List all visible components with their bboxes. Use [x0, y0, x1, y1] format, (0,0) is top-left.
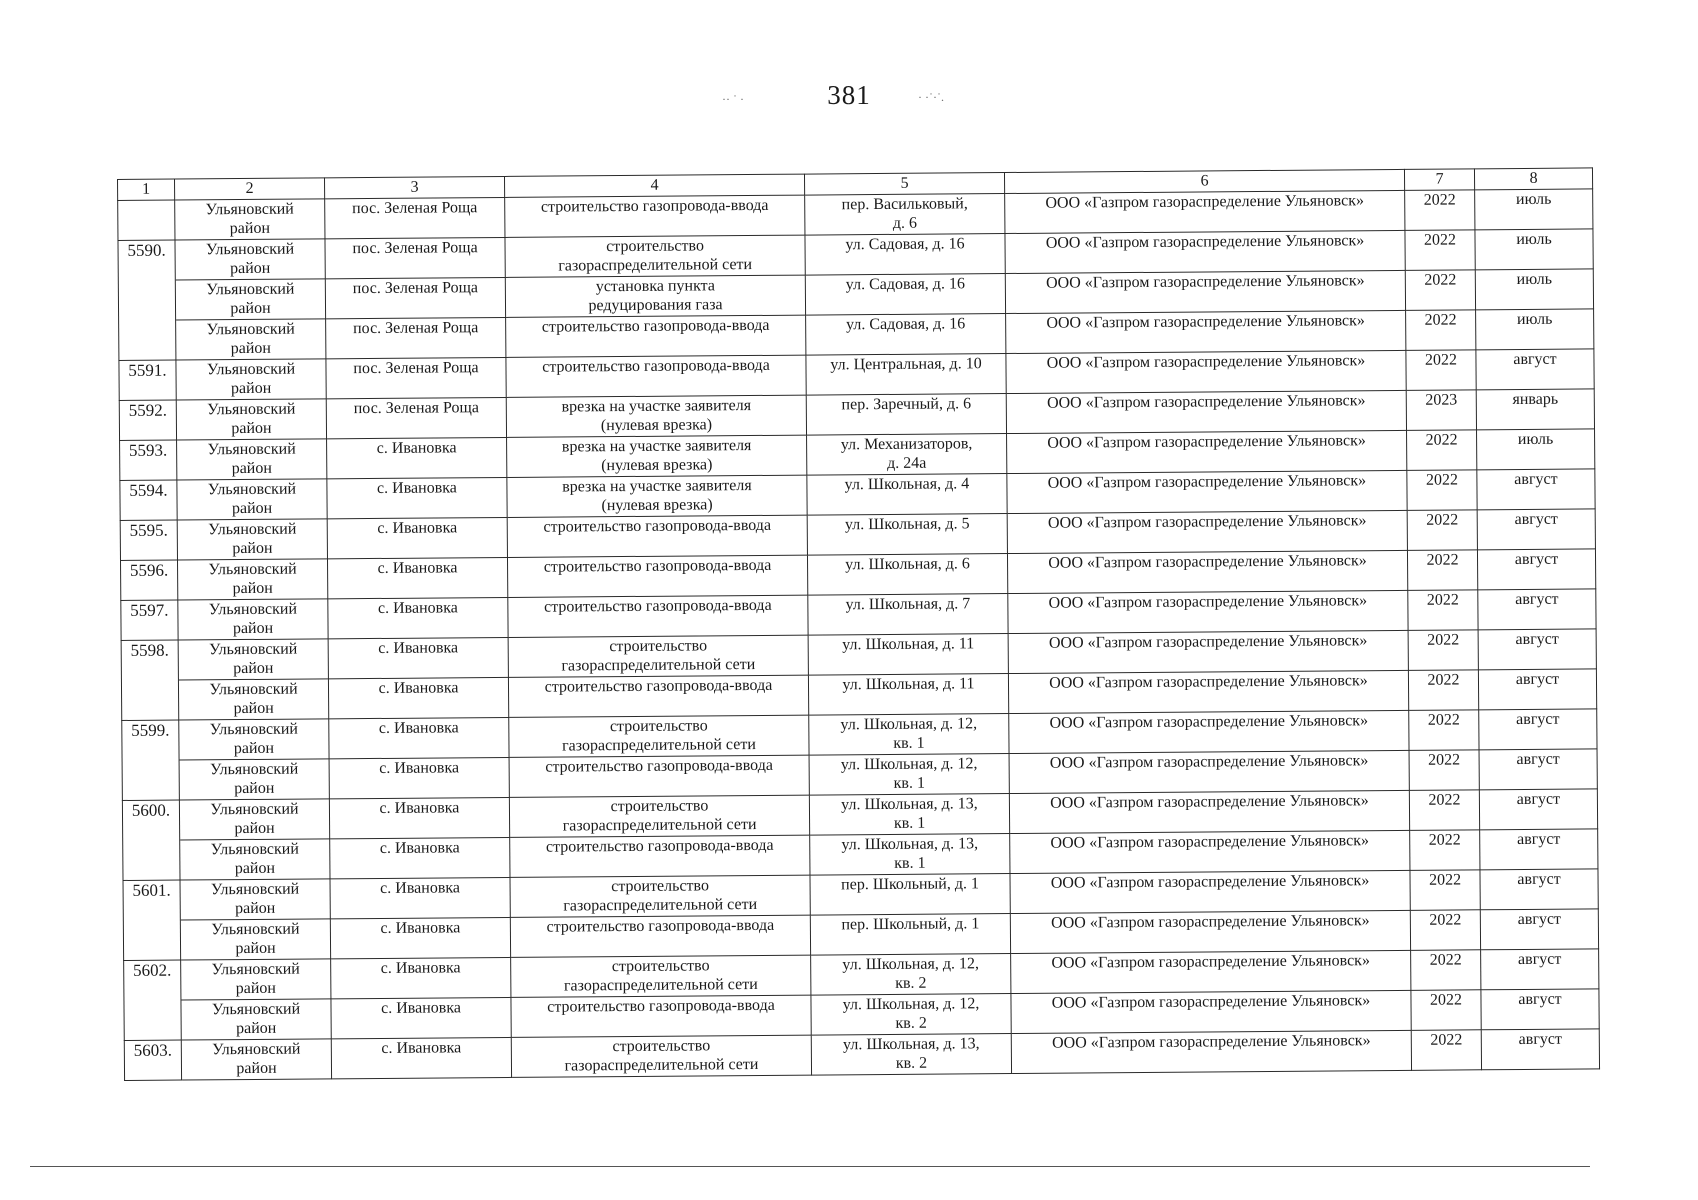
cell-number [122, 760, 179, 800]
table-body [118, 189, 1600, 1081]
cell-work-type: установка пункта редуцирования газа [505, 275, 805, 317]
cell-organization: ООО «Газпром газораспределение Ульяновск» [1006, 350, 1406, 393]
cell-year: 2022 [1408, 590, 1478, 631]
cell-organization: ООО «Газпром газораспределение Ульяновск» [1009, 750, 1409, 793]
cell-locality: пос. Зеленая Роща [325, 197, 505, 238]
column-header-3: 3 [324, 176, 504, 198]
cell-number: 5598. [121, 640, 178, 680]
cell-month: август [1481, 989, 1599, 1030]
cell-organization: ООО «Газпром газораспределение Ульяновск» [1007, 430, 1407, 473]
column-header-1: 1 [118, 179, 175, 200]
page-bottom-rule [30, 1166, 1590, 1167]
cell-address: пер. Школьный, д. 1 [810, 874, 1010, 916]
cell-organization: ООО «Газпром газораспределение Ульяновск» [1007, 470, 1407, 513]
cell-district: Ульяновский район [175, 199, 325, 240]
cell-organization: ООО «Газпром газораспределение Ульяновск» [1008, 590, 1408, 633]
cell-year: 2022 [1406, 350, 1476, 391]
cell-district: Ульяновский район [181, 1039, 331, 1080]
cell-locality: пос. Зеленая Роща [326, 397, 506, 438]
cell-district: Ульяновский район [177, 479, 327, 520]
cell-address: ул. Школьная, д. 12, кв. 1 [809, 754, 1009, 796]
cell-address: ул. Садовая, д. 16 [805, 234, 1005, 276]
cell-address: ул. Школьная, д. 7 [808, 594, 1008, 636]
cell-district: Ульяновский район [177, 559, 327, 600]
cell-address: ул. Центральная, д. 10 [806, 354, 1006, 396]
column-header-2: 2 [175, 178, 325, 200]
cell-locality: с. Ивановка [328, 637, 508, 678]
cell-locality: с. Ивановка [330, 877, 510, 918]
cell-month: июль [1475, 189, 1593, 230]
cell-address: пер. Заречный, д. 6 [806, 394, 1006, 436]
cell-address: ул. Школьная, д. 12, кв. 2 [811, 954, 1011, 996]
cell-district: Ульяновский район [180, 879, 330, 920]
cell-number: 5593. [120, 440, 177, 480]
cell-month: август [1481, 1029, 1599, 1070]
cell-organization: ООО «Газпром газораспределение Ульяновск» [1005, 230, 1405, 273]
cell-locality: с. Ивановка [331, 957, 511, 998]
cell-work-type: строительство газопровода-ввода [508, 675, 808, 717]
cell-year: 2022 [1407, 510, 1477, 551]
cell-address: ул. Школьная, д. 4 [807, 474, 1007, 516]
cell-organization: ООО «Газпром газораспределение Ульяновск» [1007, 510, 1407, 553]
cell-locality: с. Ивановка [330, 837, 510, 878]
cell-month: июль [1475, 269, 1593, 310]
cell-district: Ульяновский район [181, 959, 331, 1000]
cell-number: 5602. [124, 960, 181, 1000]
column-header-4: 4 [504, 174, 804, 197]
cell-work-type: строительство газораспределительной сети [511, 955, 811, 997]
cell-number [123, 840, 180, 880]
cell-organization: ООО «Газпром газораспределение Ульяновск» [1005, 270, 1405, 313]
cell-month: август [1478, 589, 1596, 630]
cell-locality: пос. Зеленая Роща [325, 237, 505, 278]
cell-district: Ульяновский район [177, 439, 327, 480]
cell-number: 5595. [120, 520, 177, 560]
registry-table [117, 167, 1600, 1081]
cell-work-type: строительство газопровода-ввода [510, 915, 810, 957]
cell-address: ул. Школьная, д. 5 [807, 514, 1007, 556]
cell-district: Ульяновский район [176, 399, 326, 440]
cell-year: 2022 [1407, 550, 1477, 591]
cell-district: Ульяновский район [178, 679, 328, 720]
cell-district: Ульяновский район [178, 599, 328, 640]
cell-year: 2022 [1410, 830, 1480, 871]
page-number: 381 [827, 80, 871, 110]
cell-work-type: строительство газопровода-ввода [508, 595, 808, 637]
cell-address: ул. Садовая, д. 16 [806, 314, 1006, 356]
cell-month: август [1476, 349, 1594, 390]
cell-locality: с. Ивановка [330, 917, 510, 958]
cell-year: 2022 [1410, 870, 1480, 911]
cell-work-type: строительство газораспределительной сети [510, 875, 810, 917]
cell-locality: с. Ивановка [327, 557, 507, 598]
cell-district: Ульяновский район [180, 839, 330, 880]
cell-month: июль [1476, 309, 1594, 350]
cell-work-type: строительство газопровода-ввода [509, 755, 809, 797]
cell-month: август [1479, 709, 1597, 750]
cell-month: июль [1475, 229, 1593, 270]
cell-locality: пос. Зеленая Роща [325, 277, 505, 318]
cell-address: ул. Школьная, д. 13, кв. 1 [809, 794, 1009, 836]
cell-district: Ульяновский район [179, 799, 329, 840]
cell-district: Ульяновский район [176, 319, 326, 360]
cell-year: 2022 [1409, 750, 1479, 791]
cell-work-type: строительство газопровода-ввода [507, 555, 807, 597]
cell-organization: ООО «Газпром газораспределение Ульяновск» [1006, 390, 1406, 433]
scan-artifact: · ·˙·˙. [918, 90, 944, 104]
cell-locality: с. Ивановка [327, 477, 507, 518]
cell-number: 5597. [121, 600, 178, 640]
cell-year: 2022 [1411, 950, 1481, 991]
cell-district: Ульяновский район [176, 359, 326, 400]
cell-number: 5601. [123, 880, 180, 920]
cell-locality: с. Ивановка [327, 437, 507, 478]
cell-organization: ООО «Газпром газораспределение Ульяновск» [1011, 950, 1411, 993]
cell-year: 2023 [1406, 390, 1476, 431]
cell-district: Ульяновский район [179, 759, 329, 800]
cell-year: 2022 [1408, 670, 1478, 711]
cell-locality: пос. Зеленая Роща [326, 317, 506, 358]
cell-year: 2022 [1411, 1030, 1481, 1071]
cell-work-type: врезка на участке заявителя (нулевая врезка) [506, 395, 806, 437]
cell-number: 5591. [119, 360, 176, 400]
cell-district: Ульяновский район [178, 639, 328, 680]
cell-district: Ульяновский район [175, 279, 325, 320]
cell-locality: с. Ивановка [329, 797, 509, 838]
cell-work-type: строительство газораспределительной сети [505, 235, 805, 277]
cell-address: ул. Школьная, д. 12, кв. 2 [811, 994, 1011, 1036]
cell-month: август [1480, 869, 1598, 910]
cell-work-type: строительство газопровода-ввода [510, 835, 810, 877]
cell-month: август [1477, 469, 1595, 510]
cell-year: 2022 [1406, 310, 1476, 351]
cell-year: 2022 [1407, 470, 1477, 511]
cell-work-type: строительство газопровода-ввода [505, 195, 805, 237]
document-sheet [117, 167, 1599, 1081]
cell-organization: ООО «Газпром газораспределение Ульяновск» [1006, 310, 1406, 353]
cell-number: 5590. [118, 240, 175, 280]
cell-district: Ульяновский район [179, 719, 329, 760]
cell-organization: ООО «Газпром газораспределение Ульяновск» [1009, 710, 1409, 753]
cell-address: ул. Школьная, д. 11 [808, 634, 1008, 676]
cell-year: 2022 [1405, 230, 1475, 271]
cell-address: ул. Школьная, д. 12, кв. 1 [809, 714, 1009, 756]
cell-address: пер. Школьный, д. 1 [810, 914, 1010, 956]
cell-organization: ООО «Газпром газораспределение Ульяновск» [1005, 190, 1405, 233]
cell-year: 2022 [1408, 630, 1478, 671]
cell-month: август [1479, 789, 1597, 830]
cell-number: 5603. [124, 1040, 181, 1080]
cell-month: август [1478, 629, 1596, 670]
cell-address: ул. Механизаторов, д. 24а [807, 434, 1007, 476]
cell-month: январь [1476, 389, 1594, 430]
cell-number [121, 680, 178, 720]
cell-address: ул. Школьная, д. 13, кв. 1 [810, 834, 1010, 876]
cell-organization: ООО «Газпром газораспределение Ульяновск» [1007, 550, 1407, 593]
cell-district: Ульяновский район [181, 999, 331, 1040]
cell-year: 2022 [1405, 270, 1475, 311]
cell-work-type: строительство газопровода-ввода [507, 515, 807, 557]
cell-work-type: строительство газопровода-ввода [506, 355, 806, 397]
cell-number [119, 320, 176, 360]
cell-locality: с. Ивановка [331, 997, 511, 1038]
cell-number [123, 920, 180, 960]
cell-organization: ООО «Газпром газораспределение Ульяновск» [1011, 1030, 1411, 1073]
cell-work-type: строительство газораспределительной сети [511, 1035, 811, 1077]
cell-month: июль [1477, 429, 1595, 470]
cell-work-type: строительство газораспределительной сети [509, 715, 809, 757]
column-header-5: 5 [804, 173, 1004, 196]
cell-month: август [1481, 949, 1599, 990]
cell-address: пер. Васильковый, д. 6 [805, 194, 1005, 236]
cell-year: 2022 [1410, 910, 1480, 951]
cell-number: 5599. [122, 720, 179, 760]
cell-work-type: строительство газораспределительной сети [508, 635, 808, 677]
cell-locality: с. Ивановка [327, 517, 507, 558]
column-header-8: 8 [1474, 168, 1592, 190]
cell-locality: пос. Зеленая Роща [326, 357, 506, 398]
cell-organization: ООО «Газпром газораспределение Ульяновск» [1008, 630, 1408, 673]
cell-locality: с. Ивановка [328, 677, 508, 718]
cell-month: август [1477, 509, 1595, 550]
cell-number: 5596. [120, 560, 177, 600]
cell-work-type: строительство газораспределительной сети [509, 795, 809, 837]
cell-number: 5600. [122, 800, 179, 840]
scan-artifact: ·· ˙ · [722, 92, 744, 106]
cell-work-type: врезка на участке заявителя (нулевая врезка) [507, 475, 807, 517]
cell-address: ул. Садовая, д. 16 [805, 274, 1005, 316]
cell-organization: ООО «Газпром газораспределение Ульяновск» [1010, 830, 1410, 873]
cell-organization: ООО «Газпром газораспределение Ульяновск» [1010, 910, 1410, 953]
cell-organization: ООО «Газпром газораспределение Ульяновск» [1010, 870, 1410, 913]
cell-month: август [1480, 909, 1598, 950]
cell-year: 2022 [1411, 990, 1481, 1031]
cell-work-type: строительство газопровода-ввода [511, 995, 811, 1037]
cell-address: ул. Школьная, д. 13, кв. 2 [811, 1034, 1011, 1076]
cell-number [118, 280, 175, 320]
cell-number: 5592. [119, 400, 176, 440]
cell-number [124, 1000, 181, 1040]
cell-month: август [1479, 749, 1597, 790]
cell-locality: с. Ивановка [331, 1037, 511, 1078]
cell-locality: с. Ивановка [329, 757, 509, 798]
cell-month: август [1480, 829, 1598, 870]
cell-organization: ООО «Газпром газораспределение Ульяновск» [1008, 670, 1408, 713]
cell-locality: с. Ивановка [329, 717, 509, 758]
cell-number: 5594. [120, 480, 177, 520]
cell-district: Ульяновский район [177, 519, 327, 560]
cell-district: Ульяновский район [180, 919, 330, 960]
column-header-6: 6 [1004, 169, 1404, 193]
cell-month: август [1477, 549, 1595, 590]
cell-month: август [1478, 669, 1596, 710]
cell-locality: с. Ивановка [328, 597, 508, 638]
cell-organization: ООО «Газпром газораспределение Ульяновск» [1011, 990, 1411, 1033]
cell-year: 2022 [1405, 190, 1475, 231]
column-header-7: 7 [1404, 169, 1474, 191]
cell-organization: ООО «Газпром газораспределение Ульяновск» [1009, 790, 1409, 833]
cell-address: ул. Школьная, д. 11 [808, 674, 1008, 716]
cell-address: ул. Школьная, д. 6 [807, 554, 1007, 596]
cell-year: 2022 [1409, 790, 1479, 831]
cell-year: 2022 [1407, 430, 1477, 471]
cell-work-type: строительство газопровода-ввода [506, 315, 806, 357]
cell-number [118, 200, 175, 240]
cell-district: Ульяновский район [175, 239, 325, 280]
cell-work-type: врезка на участке заявителя (нулевая врезка) [507, 435, 807, 477]
cell-year: 2022 [1409, 710, 1479, 751]
